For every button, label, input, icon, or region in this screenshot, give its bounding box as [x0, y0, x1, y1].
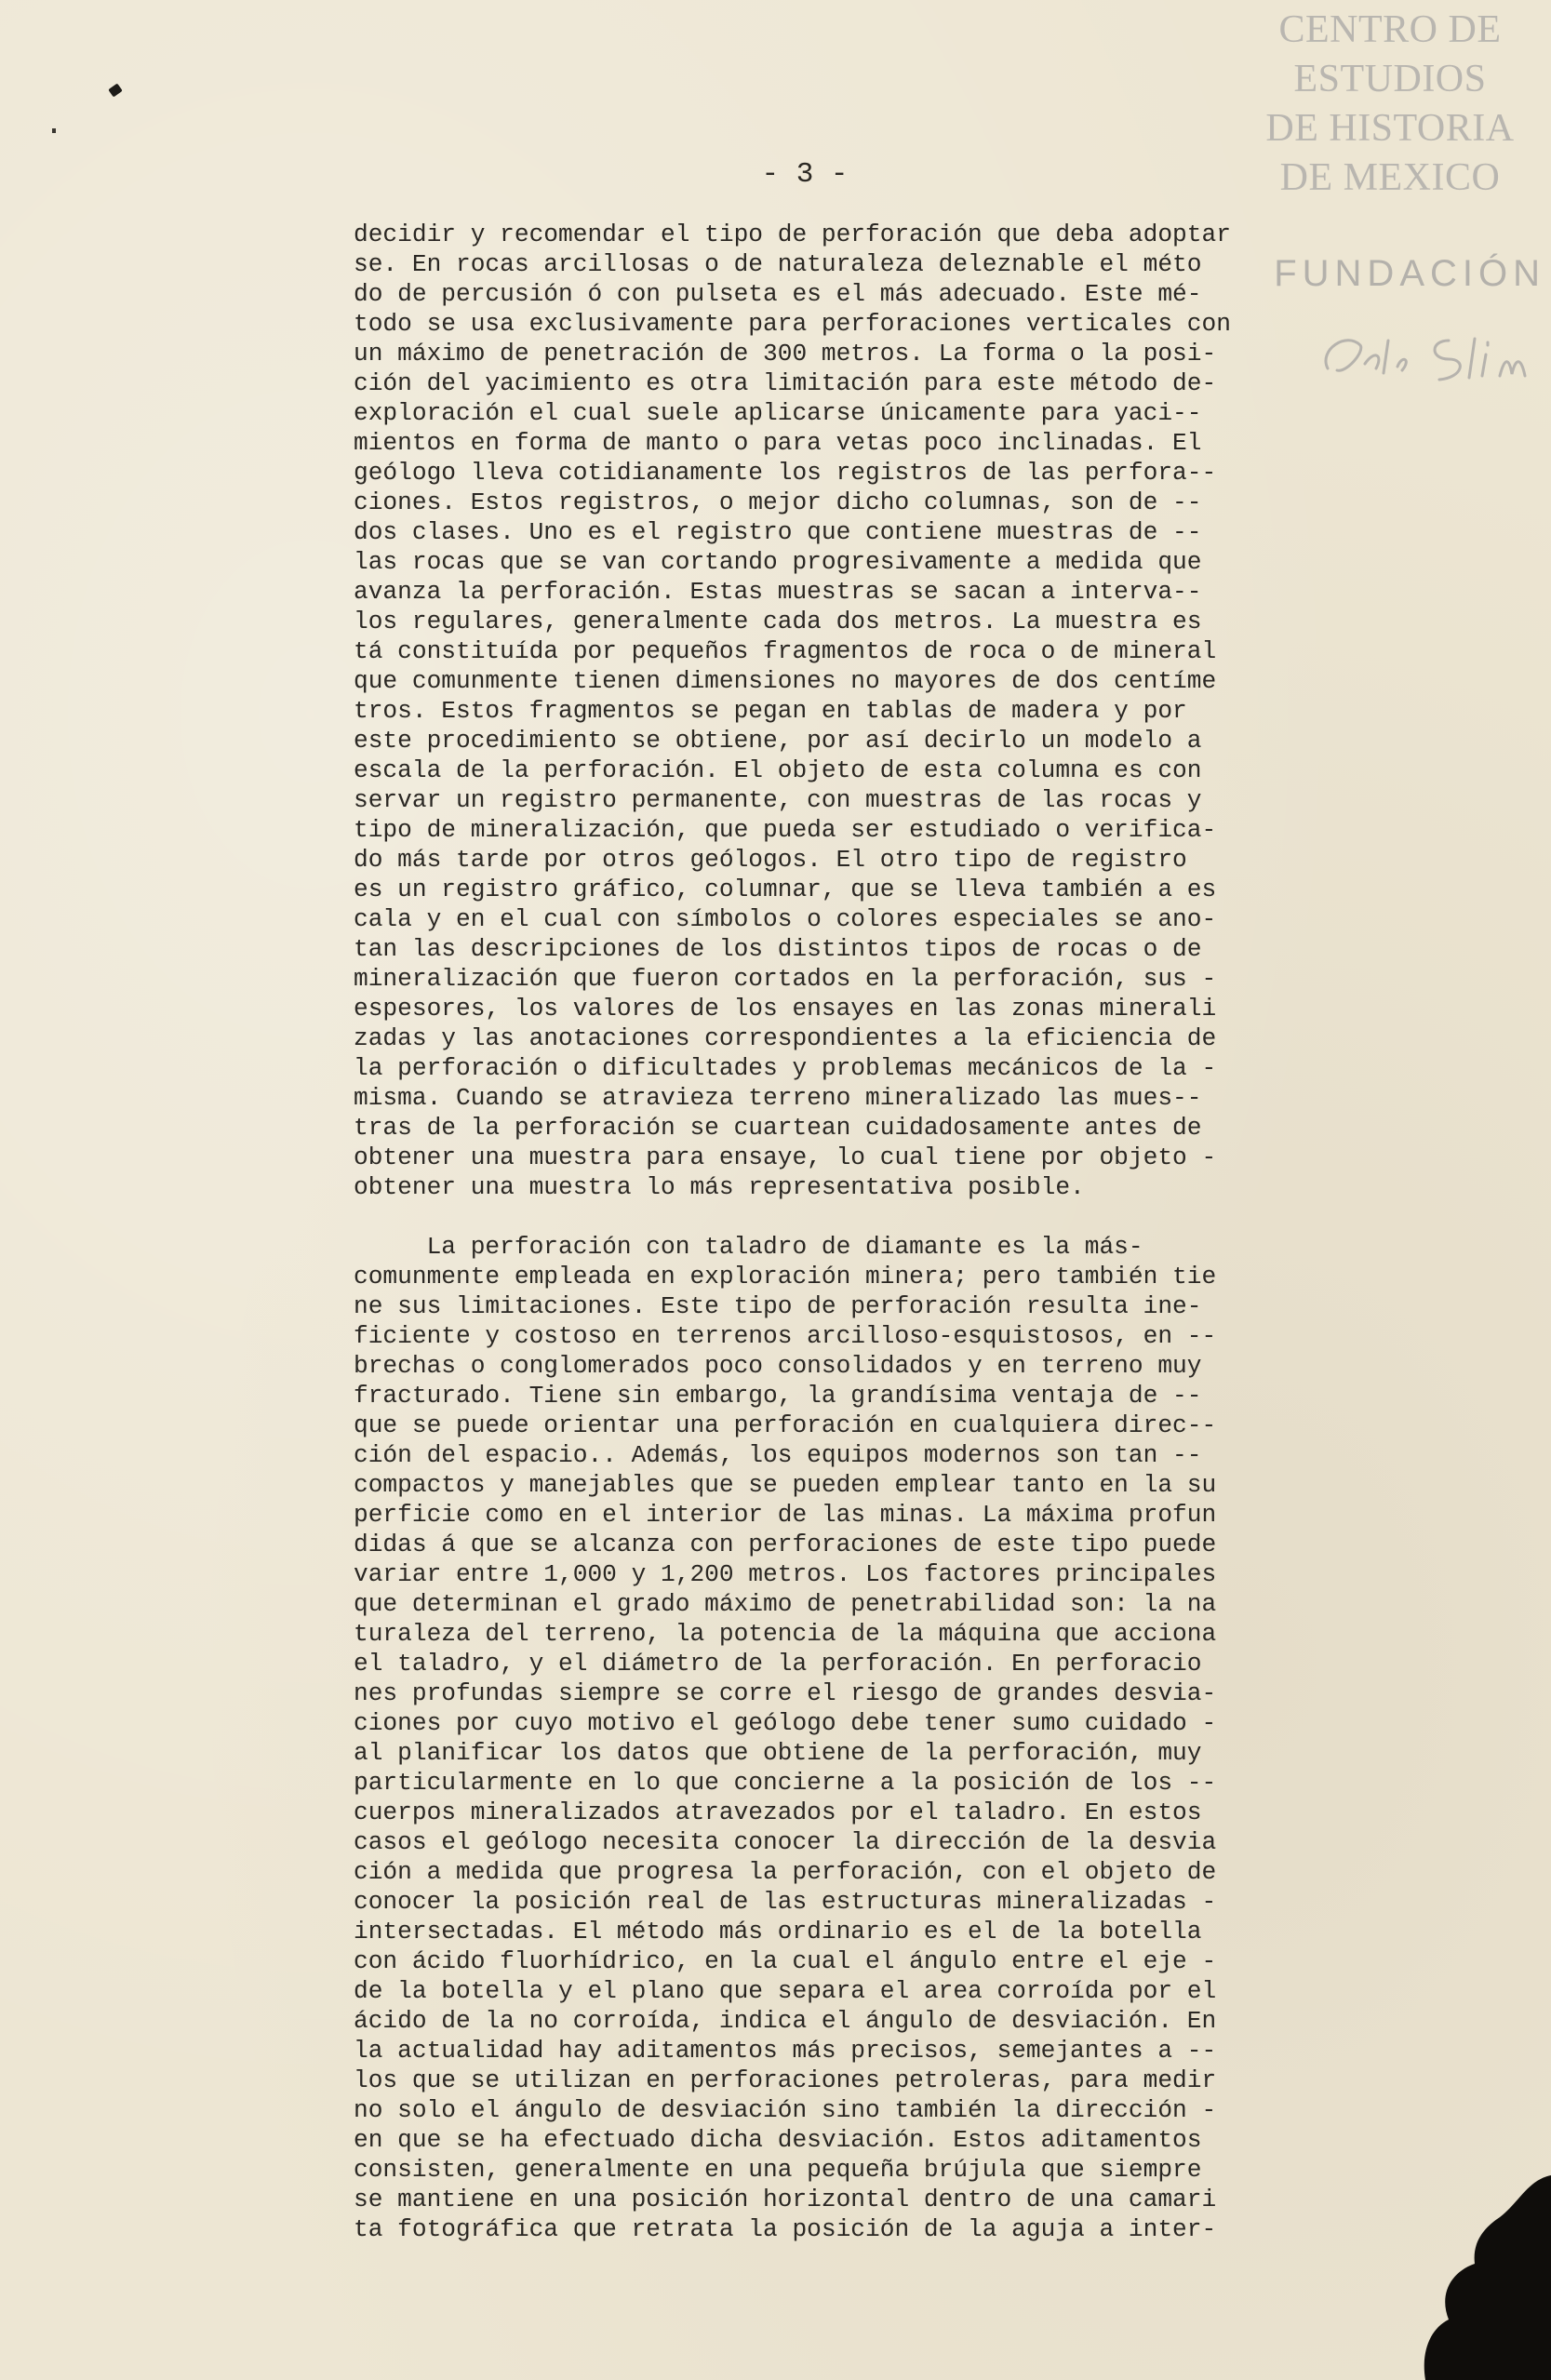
text-line: que determinan el grado máximo de penetrabilidad son: la na	[354, 1590, 1217, 1618]
text-line: dos clases. Uno es el registro que contiene muestras de --	[354, 518, 1202, 546]
text-line: que comunmente tienen dimensiones no mayores de dos centíme	[354, 667, 1217, 695]
text-line: obtener una muestra lo más representativa posible.	[354, 1173, 1085, 1201]
text-line: didas á que se alcanza con perforaciones de este tipo puede	[354, 1531, 1217, 1558]
text-line: tipo de mineralización, que pueda ser estudiado o verifica-	[354, 816, 1217, 844]
text-line: misma. Cuando se atravieza terreno mineralizado las mues--	[354, 1084, 1202, 1112]
text-line: tan las descripciones de los distintos tipos de rocas o de	[354, 935, 1202, 963]
text-line: avanza la perforación. Estas muestras se sacan a interva--	[354, 578, 1202, 606]
ink-mark	[108, 83, 123, 97]
text-line: tros. Estos fragmentos se pegan en tablas de madera y por	[354, 697, 1187, 725]
text-line: perficie como en el interior de las minas. La máxima profun	[354, 1501, 1217, 1529]
text-line: los que se utilizan en perforaciones petroleras, para medir	[354, 2066, 1217, 2094]
watermark-line-2: ESTUDIOS	[1293, 58, 1487, 100]
text-line: cala y en el cual con símbolos o colores especiales se ano-	[354, 905, 1217, 933]
text-line: comunmente empleada en exploración minera; pero también tie	[354, 1263, 1217, 1290]
text-line: casos el geólogo necesita conocer la dirección de la desvia	[354, 1828, 1217, 1856]
paragraph	[354, 220, 1424, 1202]
text-line: zadas y las anotaciones correspondientes a la eficiencia de	[354, 1024, 1217, 1052]
text-line: servar un registro permanente, con muestras de las rocas y	[354, 786, 1202, 814]
text-line: las rocas que se van cortando progresivamente a medida que	[354, 548, 1202, 576]
text-line: no solo el ángulo de desviación sino también la dirección -	[354, 2096, 1217, 2124]
text-line: se. En rocas arcillosas o de naturaleza deleznable el méto	[354, 250, 1202, 278]
text-line: brechas o conglomerados poco consolidados y en terreno muy	[354, 1352, 1202, 1380]
text-line: con ácido fluorhídrico, en la cual el ángulo entre el eje -	[354, 1947, 1217, 1975]
text-line: todo se usa exclusivamente para perforaciones verticales con	[354, 310, 1231, 338]
text-line: ción del yacimiento es otra limitación para este método de-	[354, 369, 1217, 397]
text-line: La perforación con taladro de diamante es la más-	[354, 1233, 1143, 1261]
text-line: turaleza del terreno, la potencia de la máquina que acciona	[354, 1620, 1217, 1648]
text-line: fracturado. Tiene sin embargo, la grandísima ventaja de --	[354, 1382, 1202, 1410]
text-line: ción del espacio.. Además, los equipos modernos son tan --	[354, 1441, 1202, 1469]
watermark-line-3: DE HISTORIA	[1265, 107, 1515, 150]
text-line: do de percusión ó con pulseta es el más adecuado. Este mé-	[354, 280, 1202, 308]
text-line: mineralización que fueron cortados en la perforación, sus -	[354, 965, 1217, 993]
text-line: exploración el cual suele aplicarse únicamente para yaci--	[354, 399, 1202, 427]
text-line: ta fotográfica que retrata la posición de la aguja a inter-	[354, 2215, 1217, 2243]
text-line: intersectadas. El método más ordinario es el de la botella	[354, 1918, 1202, 1945]
text-line: tras de la perforación se cuartean cuidadosamente antes de	[354, 1114, 1202, 1142]
text-line: es un registro gráfico, columnar, que se lleva también a es	[354, 876, 1217, 903]
text-line: conocer la posición real de las estructuras mineralizadas -	[354, 1888, 1217, 1916]
page-number: - 3 -	[761, 158, 849, 191]
text-line: obtener una muestra para ensaye, lo cual tiene por objeto -	[354, 1143, 1217, 1171]
text-line: ne sus limitaciones. Este tipo de perforación resulta ine-	[354, 1292, 1202, 1320]
text-line: se mantiene en una posición horizontal dentro de una camari	[354, 2186, 1217, 2213]
text-line: escala de la perforación. El objeto de esta columna es con	[354, 756, 1202, 784]
body-text	[354, 220, 1424, 2244]
text-line: ácido de la no corroída, indica el ángulo de desviación. En	[354, 2007, 1217, 2035]
text-line: decidir y recomendar el tipo de perforación que deba adoptar	[354, 221, 1231, 248]
text-line: un máximo de penetración de 300 metros. La forma o la posi-	[354, 340, 1217, 368]
text-line: en que se ha efectuado dicha desviación. Estos aditamentos	[354, 2126, 1202, 2154]
paragraph	[354, 1232, 1424, 2244]
text-line: los regulares, generalmente cada dos metros. La muestra es	[354, 608, 1202, 635]
burn-damage	[1309, 2138, 1551, 2380]
text-line: ciones. Estos registros, o mejor dicho columnas, son de --	[354, 488, 1202, 516]
watermark-line-4: DE MEXICO	[1279, 156, 1501, 199]
text-line: la actualidad hay aditamentos más precisos, semejantes a --	[354, 2037, 1217, 2065]
ink-dot	[52, 128, 56, 133]
text-line: nes profundas siempre se corre el riesgo de grandes desvia-	[354, 1679, 1217, 1707]
text-line: geólogo lleva cotidianamente los registros de las perfora--	[354, 459, 1217, 487]
text-line: consisten, generalmente en una pequeña brújula que siempre	[354, 2156, 1202, 2184]
text-line: particularmente en lo que concierne a la posición de los --	[354, 1769, 1217, 1797]
text-line: ción a medida que progresa la perforación, con el objeto de	[354, 1858, 1217, 1886]
text-line: ficiente y costoso en terrenos arcilloso-esquistosos, en --	[354, 1322, 1217, 1350]
text-line: al planificar los datos que obtiene de la perforación, muy	[354, 1739, 1202, 1767]
text-line: compactos y manejables que se pueden emplear tanto en la su	[354, 1471, 1217, 1499]
watermark-line-1: CENTRO DE	[1278, 8, 1502, 51]
text-line: ciones por cuyo motivo el geólogo debe tener sumo cuidado -	[354, 1709, 1217, 1737]
watermark-foundation: FUNDACIÓN	[1274, 253, 1545, 294]
text-line: de la botella y el plano que separa el area corroída por el	[354, 1977, 1217, 2005]
text-line: variar entre 1,000 y 1,200 metros. Los factores principales	[354, 1560, 1217, 1588]
text-line: mientos en forma de manto o para vetas poco inclinadas. El	[354, 429, 1202, 457]
text-line: este procedimiento se obtiene, por así decirlo un modelo a	[354, 727, 1202, 755]
text-line: tá constituída por pequeños fragmentos de roca o de mineral	[354, 637, 1217, 665]
text-line: el taladro, y el diámetro de la perforación. En perforacio	[354, 1650, 1202, 1678]
text-line: espesores, los valores de los ensayes en las zonas minerali	[354, 995, 1217, 1023]
text-line: do más tarde por otros geólogos. El otro tipo de registro	[354, 846, 1187, 874]
text-line: la perforación o dificultades y problemas mecánicos de la -	[354, 1054, 1217, 1082]
text-line: que se puede orientar una perforación en cualquiera direc--	[354, 1411, 1217, 1439]
text-line: cuerpos mineralizados atravezados por el taladro. En estos	[354, 1798, 1202, 1826]
